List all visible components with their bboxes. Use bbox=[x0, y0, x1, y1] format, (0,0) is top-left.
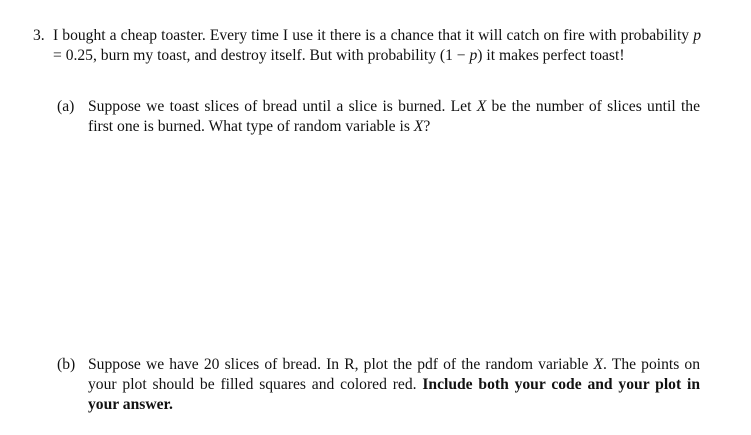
problem-equals-text: = 0.25, burn my toast, and destroy itself. But with probability (1 − bbox=[53, 47, 470, 64]
part-a-text-2: be the number of slices until the first one is burned. What type of random variable is bbox=[88, 98, 700, 135]
part-b-variable-x: X bbox=[593, 356, 604, 373]
part-a-variable-x: X bbox=[476, 98, 487, 115]
problem-text-1: I bought a cheap toaster. Every time I use it there is a chance that it will catch on fire with probability bbox=[53, 27, 694, 44]
part-a-label: (a) bbox=[57, 98, 75, 115]
problem-number: 3. bbox=[33, 27, 45, 44]
problem-text-2: ) it makes perfect toast! bbox=[477, 47, 625, 64]
part-b-text-1: Suppose we have 20 slices of bread. In R, plot the pdf of the random variable bbox=[88, 356, 594, 373]
math-variable-p: p bbox=[693, 27, 701, 44]
part-a-variable-x-second: X bbox=[413, 118, 424, 135]
part-b-bold-instruction: Include both your code and your plot in your answer. bbox=[88, 376, 700, 413]
part-b-label: (b) bbox=[57, 356, 76, 373]
part-b-text-2: . The points on your plot should be filled squares and colored red. bbox=[88, 356, 701, 393]
problem-statement bbox=[53, 26, 701, 66]
part-a-text-1: Suppose we toast slices of bread until a slice is burned. Let bbox=[88, 98, 477, 115]
part-a-text bbox=[88, 97, 700, 137]
math-variable-p-second: p bbox=[469, 47, 478, 64]
part-b-text bbox=[88, 355, 700, 415]
part-a-text-3: ? bbox=[423, 118, 431, 135]
